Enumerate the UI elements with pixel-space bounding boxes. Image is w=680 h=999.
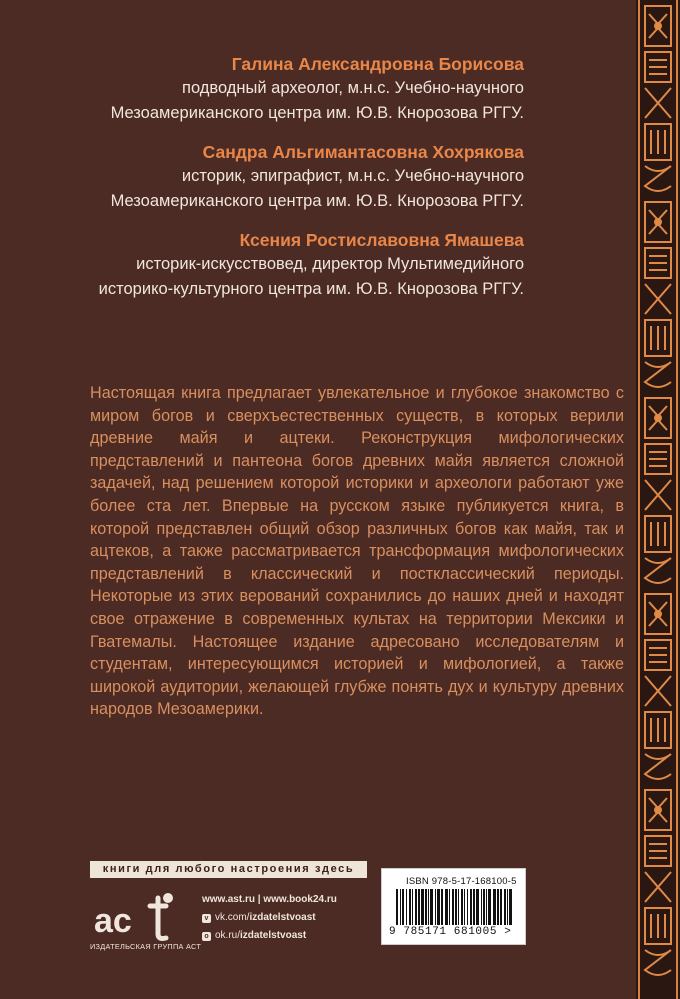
ok-icon: o	[202, 932, 211, 941]
ok-row[interactable]	[202, 927, 337, 945]
author-name: Ксения Ростиславовна Ямашева	[239, 230, 524, 250]
barcode-block	[381, 868, 526, 945]
ok-prefix: ok.ru/	[215, 930, 241, 941]
author-desc-line: историк, эпиграфист, м.н.с. Учебно-научного	[181, 167, 524, 185]
authors-block	[44, 52, 524, 316]
publisher-links	[202, 891, 337, 945]
author-desc-line: историк-искусствовед, директор Мультимедийного	[136, 255, 524, 273]
author-name: Галина Александровна Борисова	[231, 54, 524, 74]
isbn-number: ISBN 978-5-17-168100-5	[406, 876, 517, 887]
vk-handle: izdatelstvoast	[249, 912, 316, 923]
vk-icon: v	[202, 914, 211, 923]
ornament-border	[636, 0, 680, 999]
websites-row	[202, 891, 337, 909]
vk-prefix: vk.com/	[215, 912, 250, 923]
author-2	[44, 140, 524, 214]
slogan-banner: книги для любого настроения здесь	[90, 861, 367, 878]
author-desc-line: Мезоамериканского центра им. Ю.В. Кнорозова РГГУ.	[110, 104, 524, 122]
book-description: Настоящая книга предлагает увлекательное и глубокое знакомство с миром богов и сверхъестественных существ, в которых верили древние майя и ацтеки. Реконструкция мифологических представлений и пантеона богов древних майя является сложной задачей, над решением которой историки и археологи работают уже более ста лет. Впервые на русском языке публикуется книга, в которой представлен общий обзор различных богов как майя, так и ацтеков, а также рассматривается трансформация мифологических представлений в классический и постклассический периоды. Некоторые из этих верований сохранились до наших дней и находят свое отражение в современных культах на территории Мексики и Гватемалы. Настоящее издание адресовано исследователям и студентам, интересующимся историей и мифологией, а также широкой аудитории, желающей глубже понять дух и культуру древних народов Мезоамерики.	[90, 384, 624, 719]
author-desc-line: Мезоамериканского центра им. Ю.В. Кнорозова РГГУ.	[110, 192, 524, 210]
author-name: Сандра Альгимантасовна Хохрякова	[202, 142, 524, 162]
author-3	[44, 228, 524, 302]
vk-row[interactable]	[202, 909, 337, 927]
svg-text:ас: ас	[94, 902, 132, 940]
websites-link[interactable]: www.ast.ru | www.book24.ru	[202, 894, 337, 905]
author-desc-line: историко-культурного центра им. Ю.В. Кнорозова РГГУ.	[98, 280, 524, 298]
barcode-digits: 9 785171 681005 >	[389, 926, 512, 938]
publisher-caption: ИЗДАТЕЛЬСКАЯ ГРУППА АСТ	[90, 942, 202, 951]
ast-logo-icon	[92, 888, 192, 948]
ok-handle: izdatelstvoast	[240, 930, 307, 941]
mesoamerican-pattern-icon	[636, 0, 680, 999]
author-desc-line: подводный археолог, м.н.с. Учебно-научного	[182, 79, 524, 97]
author-1	[44, 52, 524, 126]
